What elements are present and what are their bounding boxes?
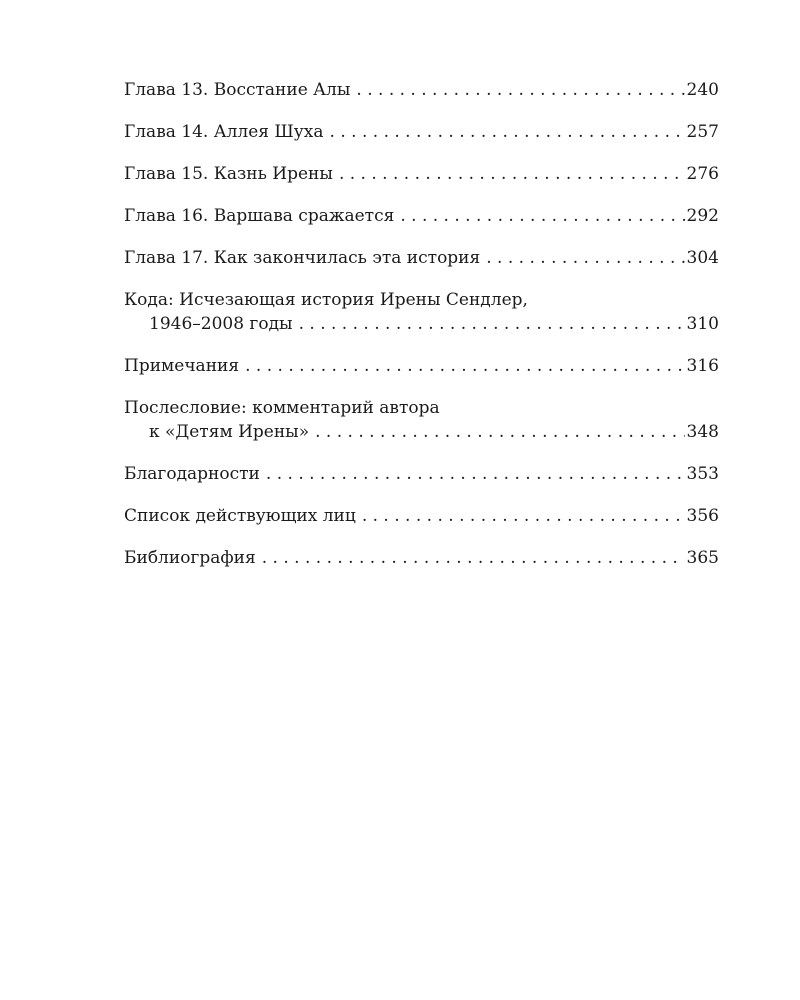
toc-page-number: 310 bbox=[686, 314, 719, 334]
toc-entry-chapter-16[interactable] bbox=[124, 204, 719, 228]
toc-entry-title: Глава 13. Восстание Алы bbox=[124, 80, 351, 100]
toc-entry-chapter-17[interactable] bbox=[124, 246, 719, 270]
toc-entry-acknowledgements[interactable] bbox=[124, 462, 719, 486]
toc-leader-dots bbox=[486, 246, 684, 270]
toc-entry-title: Библиография bbox=[124, 548, 256, 568]
toc-leader-dots bbox=[330, 120, 685, 144]
toc-leader-dots bbox=[400, 204, 684, 228]
toc-entry-title: Благодарности bbox=[124, 464, 260, 484]
table-of-contents bbox=[124, 78, 719, 588]
toc-entry-afterword[interactable] bbox=[124, 396, 719, 444]
toc-entry-coda[interactable] bbox=[124, 288, 719, 336]
toc-leader-dots bbox=[299, 312, 685, 336]
toc-page-number: 316 bbox=[686, 356, 719, 376]
toc-page-number: 356 bbox=[686, 506, 719, 526]
toc-entry-title: Глава 17. Как закончилась эта история bbox=[124, 248, 481, 268]
toc-entry-title: Глава 16. Варшава сражается bbox=[124, 206, 395, 226]
toc-entry-chapter-14[interactable] bbox=[124, 120, 719, 144]
toc-page-number: 304 bbox=[686, 248, 719, 268]
toc-leader-dots bbox=[339, 162, 685, 186]
toc-entry-title-line1: Послесловие: комментарий автора bbox=[124, 398, 440, 418]
toc-entry-notes[interactable] bbox=[124, 354, 719, 378]
toc-page-number: 353 bbox=[686, 464, 719, 484]
toc-page-number: 348 bbox=[686, 422, 719, 442]
toc-leader-dots bbox=[315, 420, 684, 444]
toc-page-number: 257 bbox=[686, 122, 719, 142]
toc-leader-dots bbox=[356, 78, 684, 102]
toc-leader-dots bbox=[362, 504, 685, 528]
toc-page-number: 276 bbox=[686, 164, 719, 184]
toc-entry-bibliography[interactable] bbox=[124, 546, 719, 570]
toc-page-number: 240 bbox=[686, 80, 719, 100]
toc-entry-title: Примечания bbox=[124, 356, 240, 376]
toc-entry-title: к «Детям Ирены» bbox=[149, 422, 310, 442]
toc-entry-title-line1: Кода: Исчезающая история Ирены Сендлер, bbox=[124, 290, 528, 310]
toc-entry-title: Глава 14. Аллея Шуха bbox=[124, 122, 324, 142]
toc-entry-title: Список действующих лиц bbox=[124, 506, 356, 526]
toc-page-number: 365 bbox=[686, 548, 719, 568]
toc-leader-dots bbox=[266, 462, 685, 486]
toc-entry-chapter-13[interactable] bbox=[124, 78, 719, 102]
toc-entry-characters[interactable] bbox=[124, 504, 719, 528]
toc-leader-dots bbox=[245, 354, 684, 378]
toc-entry-title: 1946–2008 годы bbox=[149, 314, 293, 334]
toc-page-number: 292 bbox=[686, 206, 719, 226]
toc-entry-title: Глава 15. Казнь Ирены bbox=[124, 164, 333, 184]
toc-leader-dots bbox=[262, 546, 685, 570]
toc-entry-chapter-15[interactable] bbox=[124, 162, 719, 186]
